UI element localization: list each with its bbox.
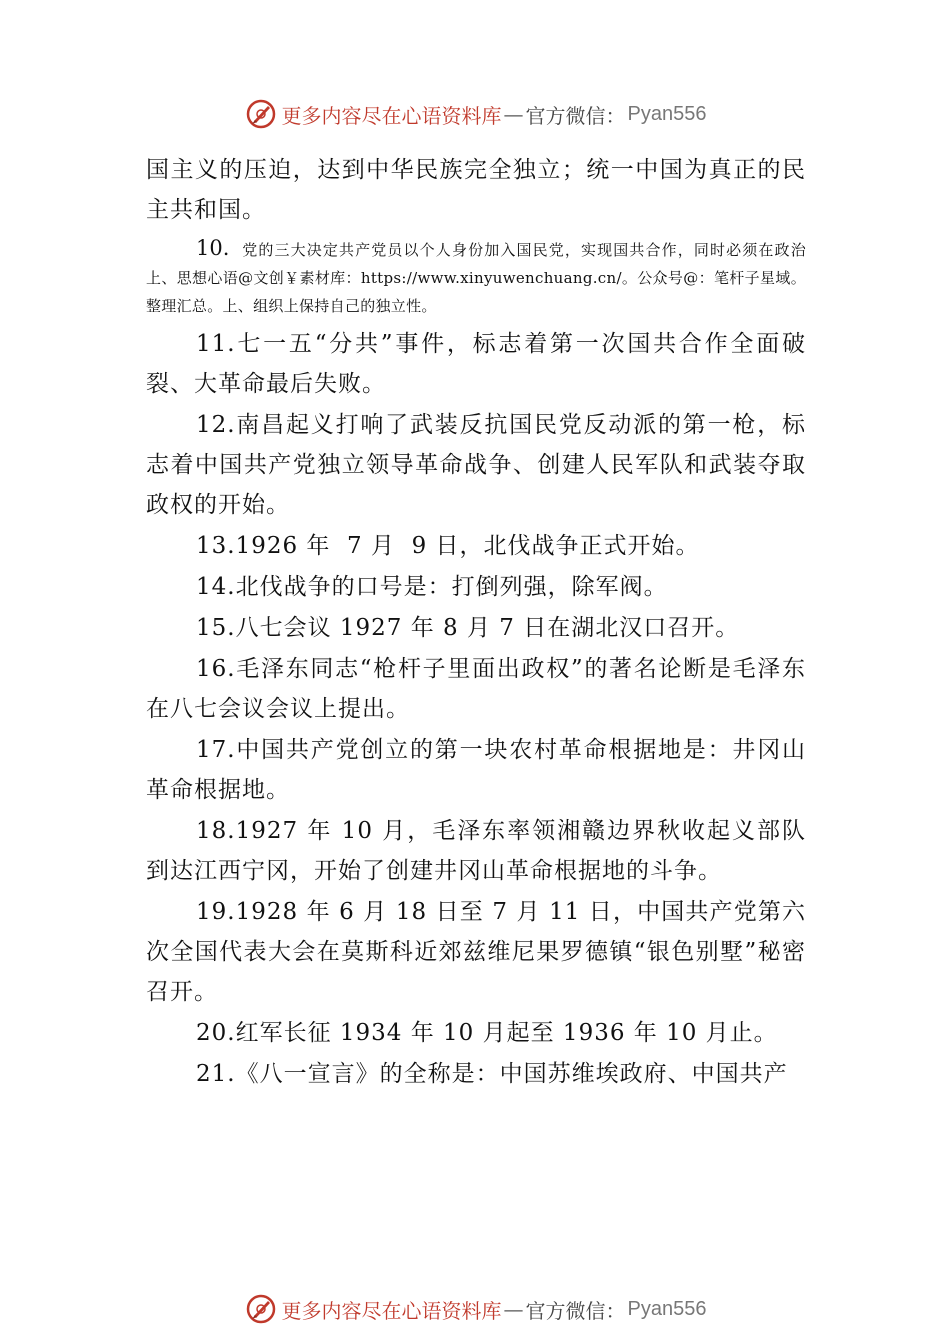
paragraph-16: 16.毛泽东同志“枪杆子里面出政权”的著名论断是毛泽东在八七会议会议上提出。: [146, 656, 806, 722]
paragraph-17: 17.中国共产党创立的第一块农村革命根据地是：井冈山革命根据地。: [146, 737, 806, 803]
paragraph-10: [146, 234, 806, 320]
document-body: [146, 150, 806, 1095]
paragraph-18: 18.1927 年 10 月，毛泽东率领湘赣边界秋收起义部队到达江西宁冈，开始了创建井冈山革命根据地的斗争。: [146, 818, 806, 884]
footer-subtitle: 官方微信：: [525, 1298, 626, 1323]
paragraph-21: 21.《八一宣言》的全称是：中国苏维埃政府、中国共产: [196, 1061, 788, 1087]
header-subtitle: 官方微信：: [525, 103, 626, 128]
paragraph-continuation: 国主义的压迫，达到中华民族完全独立；统一中国为真正的民主共和国。: [146, 157, 806, 223]
logo-icon: [244, 97, 278, 131]
footer-wechat-id: Pyan556: [627, 1297, 707, 1320]
paragraph-10-text: 党的三大决定共产党员以个人身份加入国民党，实现国共合作，同时必须在政治上、思想心语@文创￥素材库：https://www.xinyuwenchuang.cn/。公众号@：笔杆子星域。整理汇总。上、组织上保持自己的独立性。: [146, 241, 806, 315]
paragraph-11: 11.七一五“分共”事件，标志着第一次国共合作全面破裂、大革命最后失败。: [146, 331, 806, 397]
paragraph-12: 12.南昌起义打响了武装反抗国民党反动派的第一枪，标志着中国共产党独立领导革命战争、创建人民军队和武装夺取政权的开始。: [146, 412, 806, 518]
paragraph-14: 14.北伐战争的口号是：打倒列强，除军阀。: [196, 574, 668, 600]
header-wechat-id: Pyan556: [627, 102, 707, 125]
paragraph-19: 19.1928 年 6 月 18 日至 7 月 11 日，中国共产党第六次全国代表大会在莫斯科近郊兹维尼果罗德镇“银色别墅”秘密召开。: [146, 899, 806, 1005]
logo-icon: [244, 1292, 278, 1326]
paragraph-13: 13.1926 年 7 月 9 日，北伐战争正式开始。: [196, 533, 700, 559]
header-dash: —: [503, 102, 524, 126]
page-footer: [0, 1289, 950, 1329]
footer-title: 更多内容尽在心语资料库: [281, 1298, 502, 1323]
paragraph-20: 20.红军长征 1934 年 10 月起至 1936 年 10 月止。: [196, 1020, 778, 1046]
page-header: [0, 94, 950, 134]
footer-dash: —: [503, 1297, 524, 1321]
paragraph-15: 15.八七会议 1927 年 8 月 7 日在湖北汉口召开。: [196, 615, 740, 641]
header-title: 更多内容尽在心语资料库: [281, 103, 502, 128]
paragraph-10-number: 10.: [196, 236, 230, 260]
